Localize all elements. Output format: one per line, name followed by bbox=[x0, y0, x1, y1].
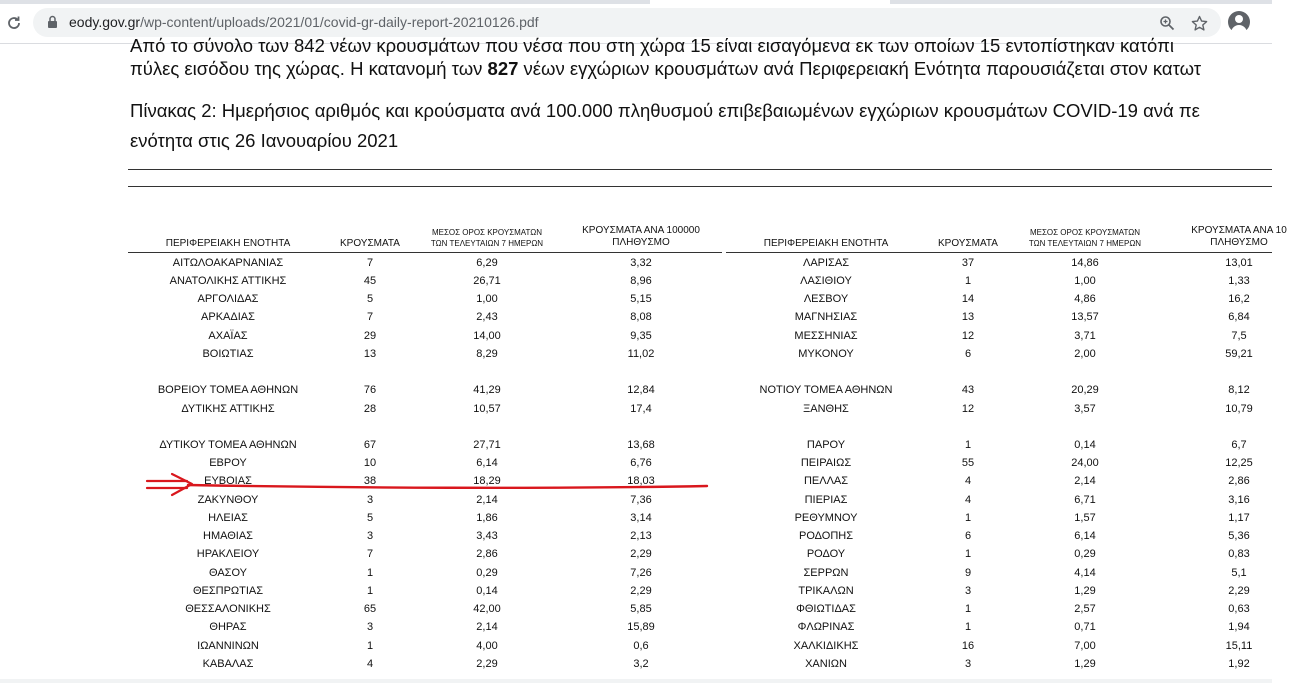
table-cell-right-avg-7day: 14,86 bbox=[1071, 257, 1099, 269]
star-icon[interactable] bbox=[1189, 13, 1209, 33]
header-cases-left: ΚΡΟΥΣΜΑΤΑ bbox=[340, 238, 400, 249]
table-cell-right-per-100k: 59,21 bbox=[1225, 348, 1253, 360]
table-cell-right-cases: 4 bbox=[964, 475, 972, 487]
table-cell-left-avg-7day: 14,00 bbox=[473, 330, 501, 342]
pdf-page bbox=[0, 35, 1287, 683]
table-cell-left-per-100k: 7,26 bbox=[630, 567, 652, 579]
table-cell-right-cases: 3 bbox=[964, 585, 972, 597]
table-cell-left-per-100k: 12,84 bbox=[627, 384, 655, 396]
table-cell-right-unit-name: ΝΟΤΙΟΥ ΤΟΜΕΑ ΑΘΗΝΩΝ bbox=[759, 384, 893, 396]
table-cell-right-unit-name: ΜΥΚΟΝΟΥ bbox=[798, 348, 854, 360]
table-cell-left-avg-7day: 8,29 bbox=[476, 348, 498, 360]
table-cell-right-unit-name: ΠΑΡΟΥ bbox=[806, 439, 846, 451]
paragraph-cut-line: Από το σύνολο των 842 νέων κρουσμάτων που νέσα που στη χώρα 15 είναι εισαγόμενα εκ των οποίων 15 εντοπίστηκαν κατόπι bbox=[130, 35, 1174, 56]
table-cell-right-cases: 14 bbox=[961, 293, 975, 305]
table-cell-right-per-100k: 12,25 bbox=[1225, 457, 1253, 469]
header-rule-right bbox=[726, 252, 1272, 253]
table-cell-right-per-100k: 0,63 bbox=[1228, 603, 1250, 615]
table-cell-right-per-100k: 5,1 bbox=[1231, 567, 1247, 579]
url-text[interactable] bbox=[69, 14, 539, 30]
table-cell-left-unit-name: ΑΙΤΩΛΟΑΚΑΡΝΑΝΙΑΣ bbox=[172, 257, 284, 269]
header-per100k-left bbox=[566, 225, 716, 249]
table-cell-left-unit-name: ΒΟΡΕΙΟΥ ΤΟΜΕΑ ΑΘΗΝΩΝ bbox=[157, 384, 299, 396]
table-cell-left-cases: 7 bbox=[366, 311, 374, 323]
address-bar[interactable] bbox=[33, 8, 1221, 37]
table-cell-right-per-100k: 10,79 bbox=[1225, 403, 1253, 415]
zoom-icon[interactable] bbox=[1157, 13, 1177, 33]
lock-icon[interactable] bbox=[47, 15, 58, 29]
table-cell-left-avg-7day: 10,57 bbox=[473, 403, 501, 415]
table-cell-right-per-100k: 8,12 bbox=[1228, 384, 1250, 396]
table-cell-left-cases: 29 bbox=[363, 330, 377, 342]
table-cell-left-avg-7day: 2,14 bbox=[476, 621, 498, 633]
table-cell-left-per-100k: 11,02 bbox=[627, 348, 655, 360]
table-cell-left-avg-7day: 2,86 bbox=[476, 548, 498, 560]
table-cell-left-avg-7day: 6,29 bbox=[476, 257, 498, 269]
tab-active[interactable] bbox=[650, 0, 890, 4]
table-cell-left-cases: 38 bbox=[363, 475, 377, 487]
table-cell-right-avg-7day: 0,29 bbox=[1074, 548, 1096, 560]
table-cell-right-per-100k: 2,86 bbox=[1228, 475, 1250, 487]
table-cell-left-unit-name: ΔΥΤΙΚΟΥ ΤΟΜΕΑ ΑΘΗΝΩΝ bbox=[159, 439, 297, 451]
table-cell-left-unit-name: ΗΛΕΙΑΣ bbox=[208, 512, 248, 524]
table-cell-left-unit-name: ΑΝΑΤΟΛΙΚΗΣ ΑΤΤΙΚΗΣ bbox=[169, 275, 287, 287]
table-cell-left-cases: 7 bbox=[366, 548, 374, 560]
header-rule-left bbox=[128, 252, 722, 253]
table-cell-right-unit-name: ΛΑΣΙΘΙΟΥ bbox=[800, 275, 852, 287]
divider-top bbox=[128, 169, 1272, 170]
table-cell-right-cases: 4 bbox=[964, 494, 972, 506]
table-cell-right-unit-name: ΦΛΩΡΙΝΑΣ bbox=[797, 621, 855, 633]
table-cell-left-cases: 7 bbox=[366, 257, 374, 269]
table-cell-right-cases: 1 bbox=[964, 512, 972, 524]
table-cell-right-avg-7day: 6,14 bbox=[1074, 530, 1096, 542]
table-cell-right-avg-7day: 0,71 bbox=[1074, 621, 1096, 633]
table-cell-right-per-100k: 6,7 bbox=[1231, 439, 1247, 451]
table-cell-right-avg-7day: 24,00 bbox=[1071, 457, 1099, 469]
table-cell-left-unit-name: ΘΗΡΑΣ bbox=[209, 621, 247, 633]
table-cell-left-cases: 4 bbox=[366, 658, 374, 670]
table-cell-left-unit-name: ΑΡΚΑΔΙΑΣ bbox=[201, 311, 255, 323]
table-cell-right-unit-name: ΡΟΔΟΠΗΣ bbox=[798, 530, 854, 542]
table-cell-left-unit-name: ΔΥΤΙΚΗΣ ΑΤΤΙΚΗΣ bbox=[181, 403, 275, 415]
table-cell-left-avg-7day: 41,29 bbox=[473, 384, 501, 396]
table-caption-line2: ενότητα στις 26 Ιανουαρίου 2021 bbox=[130, 130, 399, 151]
header-per100k-right-line2: ΠΛΗΘΥΣΜΟ bbox=[1210, 237, 1268, 248]
table-cell-left-per-100k: 15,89 bbox=[627, 621, 655, 633]
table-cell-left-per-100k: 5,85 bbox=[630, 603, 652, 615]
table-cell-left-avg-7day: 2,29 bbox=[476, 658, 498, 670]
table-cell-right-per-100k: 16,2 bbox=[1228, 293, 1250, 305]
table-cell-right-per-100k: 0,83 bbox=[1228, 548, 1250, 560]
table-cell-right-cases: 13 bbox=[961, 311, 975, 323]
table-cell-left-per-100k: 3,14 bbox=[630, 512, 652, 524]
table-cell-right-unit-name: ΤΡΙΚΑΛΩΝ bbox=[798, 585, 854, 597]
table-cell-right-avg-7day: 2,14 bbox=[1074, 475, 1096, 487]
header-avg-left-line1: ΜΕΣΟΣ ΟΡΟΣ ΚΡΟΥΣΜΑΤΩΝ bbox=[431, 228, 543, 237]
table-cell-right-per-100k: 6,84 bbox=[1228, 311, 1250, 323]
paragraph-text-end: νέων εγχώριων κρουσμάτων ανά Περιφερειακή Ενότητα παρουσιάζεται στον κατωτ bbox=[518, 58, 1202, 79]
table-cell-left-avg-7day: 6,14 bbox=[476, 457, 498, 469]
table-cell-left-unit-name: ΖΑΚΥΝΘΟΥ bbox=[197, 494, 259, 506]
table-cell-right-unit-name: ΠΕΙΡΑΙΩΣ bbox=[800, 457, 852, 469]
table-cell-left-per-100k: 2,29 bbox=[630, 548, 652, 560]
header-unit-left: ΠΕΡΙΦΕΡΕΙΑΚΗ ΕΝΟΤΗΤΑ bbox=[165, 238, 291, 249]
table-cell-right-unit-name: ΜΑΓΝΗΣΙΑΣ bbox=[794, 311, 858, 323]
table-cell-left-avg-7day: 1,00 bbox=[476, 293, 498, 305]
table-cell-right-cases: 3 bbox=[964, 658, 972, 670]
url-path: /wp-content/uploads/2021/01/covid-gr-daily-report-20210126.pdf bbox=[140, 14, 539, 30]
table-cell-left-unit-name: ΗΜΑΘΙΑΣ bbox=[203, 530, 253, 542]
table-cell-left-cases: 3 bbox=[366, 621, 374, 633]
table-cell-right-cases: 1 bbox=[964, 548, 972, 560]
table-cell-left-per-100k: 3,32 bbox=[630, 257, 652, 269]
table-cell-right-unit-name: ΡΟΔΟΥ bbox=[806, 548, 846, 560]
paragraph-text-start: πύλες εισόδου της χώρας. Η κατανομή των bbox=[130, 58, 488, 79]
table-cell-right-avg-7day: 2,00 bbox=[1074, 348, 1096, 360]
table-cell-right-cases: 37 bbox=[961, 257, 975, 269]
table-cell-left-per-100k: 8,96 bbox=[630, 275, 652, 287]
table-cell-left-per-100k: 5,15 bbox=[630, 293, 652, 305]
header-avg-left-line2: ΤΩΝ ΤΕΛΕΥΤΑΙΩΝ 7 ΗΜΕΡΩΝ bbox=[430, 239, 544, 248]
header-per100k-right bbox=[1164, 225, 1314, 249]
table-cell-right-unit-name: ΜΕΣΣΗΝΙΑΣ bbox=[794, 330, 858, 342]
table-cell-right-cases: 12 bbox=[961, 330, 975, 342]
table-cell-right-per-100k: 7,5 bbox=[1231, 330, 1247, 342]
table-cell-right-avg-7day: 4,86 bbox=[1074, 293, 1096, 305]
profile-icon[interactable] bbox=[1228, 11, 1250, 33]
divider-second bbox=[128, 186, 1272, 187]
table-cell-right-avg-7day: 3,71 bbox=[1074, 330, 1096, 342]
table-cell-right-avg-7day: 1,29 bbox=[1074, 658, 1096, 670]
table-cell-left-per-100k: 13,68 bbox=[627, 439, 655, 451]
table-cell-right-cases: 1 bbox=[964, 603, 972, 615]
table-cell-right-unit-name: ΛΕΣΒΟΥ bbox=[803, 293, 849, 305]
table-cell-left-per-100k: 17,4 bbox=[630, 403, 652, 415]
table-cell-right-per-100k: 13,01 bbox=[1225, 257, 1253, 269]
table-cell-left-avg-7day: 2,43 bbox=[476, 311, 498, 323]
reload-icon[interactable] bbox=[3, 12, 25, 34]
table-cell-left-unit-name: ΕΒΡΟΥ bbox=[209, 457, 247, 469]
table-cell-right-cases: 6 bbox=[964, 530, 972, 542]
table-cell-left-unit-name: ΑΡΓΟΛΙΔΑΣ bbox=[197, 293, 259, 305]
table-cell-right-cases: 6 bbox=[964, 348, 972, 360]
table-cell-left-cases: 28 bbox=[363, 403, 377, 415]
table-cell-left-unit-name: ΗΡΑΚΛΕΙΟΥ bbox=[196, 548, 260, 560]
table-cell-right-per-100k: 1,92 bbox=[1228, 658, 1250, 670]
table-cell-right-per-100k: 1,33 bbox=[1228, 275, 1250, 287]
table-cell-left-cases: 76 bbox=[363, 384, 377, 396]
table-cell-right-unit-name: ΧΑΝΙΩΝ bbox=[805, 658, 847, 670]
table-cell-right-avg-7day: 1,57 bbox=[1074, 512, 1096, 524]
table-cell-left-avg-7day: 0,29 bbox=[476, 567, 498, 579]
table-cell-right-unit-name: ΡΕΘΥΜΝΟΥ bbox=[794, 512, 858, 524]
tab-strip bbox=[0, 0, 1272, 4]
header-cases-right: ΚΡΟΥΣΜΑΤΑ bbox=[938, 238, 998, 249]
table-cell-left-unit-name: ΘΕΣΣΑΛΟΝΙΚΗΣ bbox=[185, 603, 271, 615]
table-cell-right-avg-7day: 20,29 bbox=[1071, 384, 1099, 396]
header-avg-right bbox=[1010, 227, 1160, 249]
table-cell-right-per-100k: 1,94 bbox=[1228, 621, 1250, 633]
header-unit-right: ΠΕΡΙΦΕΡΕΙΑΚΗ ΕΝΟΤΗΤΑ bbox=[763, 238, 889, 249]
window-bottom-edge bbox=[0, 679, 1272, 683]
url-host: eody.gov.gr bbox=[69, 14, 141, 30]
table-cell-left-per-100k: 9,35 bbox=[630, 330, 652, 342]
table-cell-right-avg-7day: 7,00 bbox=[1074, 640, 1096, 652]
table-cell-left-avg-7day: 26,71 bbox=[473, 275, 501, 287]
table-cell-left-avg-7day: 18,29 bbox=[473, 475, 501, 487]
table-cell-right-avg-7day: 13,57 bbox=[1071, 311, 1099, 323]
table-cell-right-unit-name: ΦΘΙΩΤΙΔΑΣ bbox=[796, 603, 856, 615]
table-cell-left-cases: 5 bbox=[366, 512, 374, 524]
table-cell-left-per-100k: 6,76 bbox=[630, 457, 652, 469]
paragraph-line bbox=[130, 58, 1201, 80]
table-cell-left-unit-name: ΑΧΑΪΑΣ bbox=[208, 330, 248, 342]
table-cell-left-cases: 67 bbox=[363, 439, 377, 451]
table-cell-right-cases: 1 bbox=[964, 621, 972, 633]
table-cell-left-per-100k: 3,2 bbox=[633, 658, 649, 670]
table-cell-right-cases: 16 bbox=[961, 640, 975, 652]
table-cell-left-unit-name: ΒΟΙΩΤΙΑΣ bbox=[202, 348, 254, 360]
table-cell-left-avg-7day: 1,86 bbox=[476, 512, 498, 524]
table-cell-left-unit-name: ΘΑΣΟΥ bbox=[208, 567, 248, 579]
table-cell-left-cases: 65 bbox=[363, 603, 377, 615]
table-cell-right-unit-name: ΣΕΡΡΩΝ bbox=[803, 567, 849, 579]
header-per100k-right-line1: ΚΡΟΥΣΜΑΤΑ ΑΝΑ 10 bbox=[1191, 225, 1287, 236]
table-cell-right-avg-7day: 1,00 bbox=[1074, 275, 1096, 287]
table-cell-left-per-100k: 0,6 bbox=[633, 640, 649, 652]
table-cell-left-cases: 1 bbox=[366, 567, 374, 579]
table-cell-left-cases: 1 bbox=[366, 585, 374, 597]
table-cell-left-cases: 45 bbox=[363, 275, 377, 287]
table-cell-left-avg-7day: 27,71 bbox=[473, 439, 501, 451]
table-cell-left-avg-7day: 4,00 bbox=[476, 640, 498, 652]
paragraph-bold-number: 827 bbox=[487, 58, 519, 79]
table-cell-right-cases: 43 bbox=[961, 384, 975, 396]
table-cell-right-avg-7day: 1,29 bbox=[1074, 585, 1096, 597]
table-cell-right-cases: 1 bbox=[964, 439, 972, 451]
table-cell-left-cases: 5 bbox=[366, 293, 374, 305]
table-cell-left-unit-name: ΙΩΑΝΝΙΝΩΝ bbox=[197, 640, 259, 652]
table-cell-right-unit-name: ΞΑΝΘΗΣ bbox=[803, 403, 849, 415]
header-per100k-left-line1: ΚΡΟΥΣΜΑΤΑ ΑΝΑ 100000 bbox=[582, 225, 700, 236]
table-cell-left-unit-name: ΚΑΒΑΛΑΣ bbox=[202, 658, 254, 670]
table-cell-right-avg-7day: 0,14 bbox=[1074, 439, 1096, 451]
table-cell-left-avg-7day: 2,14 bbox=[476, 494, 498, 506]
table-cell-right-per-100k: 3,16 bbox=[1228, 494, 1250, 506]
table-cell-left-per-100k: 18,03 bbox=[627, 475, 655, 487]
table-cell-right-per-100k: 1,17 bbox=[1228, 512, 1250, 524]
table-cell-right-per-100k: 15,11 bbox=[1225, 640, 1253, 652]
table-cell-left-unit-name: ΕΥΒΟΙΑΣ bbox=[204, 475, 252, 487]
table-cell-left-unit-name: ΘΕΣΠΡΩΤΙΑΣ bbox=[192, 585, 264, 597]
table-cell-right-cases: 12 bbox=[961, 403, 975, 415]
table-cell-right-per-100k: 2,29 bbox=[1228, 585, 1250, 597]
table-cell-left-cases: 1 bbox=[366, 640, 374, 652]
table-cell-right-unit-name: ΛΑΡΙΣΑΣ bbox=[802, 257, 849, 269]
table-cell-right-unit-name: ΠΕΛΛΑΣ bbox=[803, 475, 849, 487]
table-cell-left-per-100k: 7,36 bbox=[630, 494, 652, 506]
table-cell-left-avg-7day: 3,43 bbox=[476, 530, 498, 542]
table-cell-right-cases: 1 bbox=[964, 275, 972, 287]
table-cell-right-unit-name: ΧΑΛΚΙΔΙΚΗΣ bbox=[793, 640, 859, 652]
table-cell-left-per-100k: 8,08 bbox=[630, 311, 652, 323]
table-cell-right-avg-7day: 4,14 bbox=[1074, 567, 1096, 579]
table-cell-left-cases: 3 bbox=[366, 494, 374, 506]
header-avg-right-line2: ΤΩΝ ΤΕΛΕΥΤΑΙΩΝ 7 ΗΜΕΡΩΝ bbox=[1028, 239, 1142, 248]
table-cell-right-cases: 9 bbox=[964, 567, 972, 579]
header-avg-left bbox=[412, 227, 562, 249]
table-cell-left-avg-7day: 0,14 bbox=[476, 585, 498, 597]
table-cell-right-avg-7day: 3,57 bbox=[1074, 403, 1096, 415]
table-cell-left-cases: 10 bbox=[363, 457, 377, 469]
table-cell-right-per-100k: 5,36 bbox=[1228, 530, 1250, 542]
table-caption-line1: Πίνακας 2: Ημερήσιος αριθμός και κρούσματα ανά 100.000 πληθυσμού επιβεβαιωμένων εγχώριων κρουσμάτων COVID-19 ανά πε bbox=[130, 100, 1200, 121]
header-per100k-left-line2: ΠΛΗΘΥΣΜΟ bbox=[612, 237, 670, 248]
header-avg-right-line1: ΜΕΣΟΣ ΟΡΟΣ ΚΡΟΥΣΜΑΤΩΝ bbox=[1029, 228, 1141, 237]
table-cell-left-per-100k: 2,29 bbox=[630, 585, 652, 597]
table-cell-right-unit-name: ΠΙΕΡΙΑΣ bbox=[804, 494, 848, 506]
table-cell-left-per-100k: 2,13 bbox=[630, 530, 652, 542]
table-cell-right-cases: 55 bbox=[961, 457, 975, 469]
table-cell-left-cases: 3 bbox=[366, 530, 374, 542]
table-cell-right-avg-7day: 6,71 bbox=[1074, 494, 1096, 506]
table-cell-left-cases: 13 bbox=[363, 348, 377, 360]
table-cell-right-avg-7day: 2,57 bbox=[1074, 603, 1096, 615]
table-cell-left-avg-7day: 42,00 bbox=[473, 603, 501, 615]
